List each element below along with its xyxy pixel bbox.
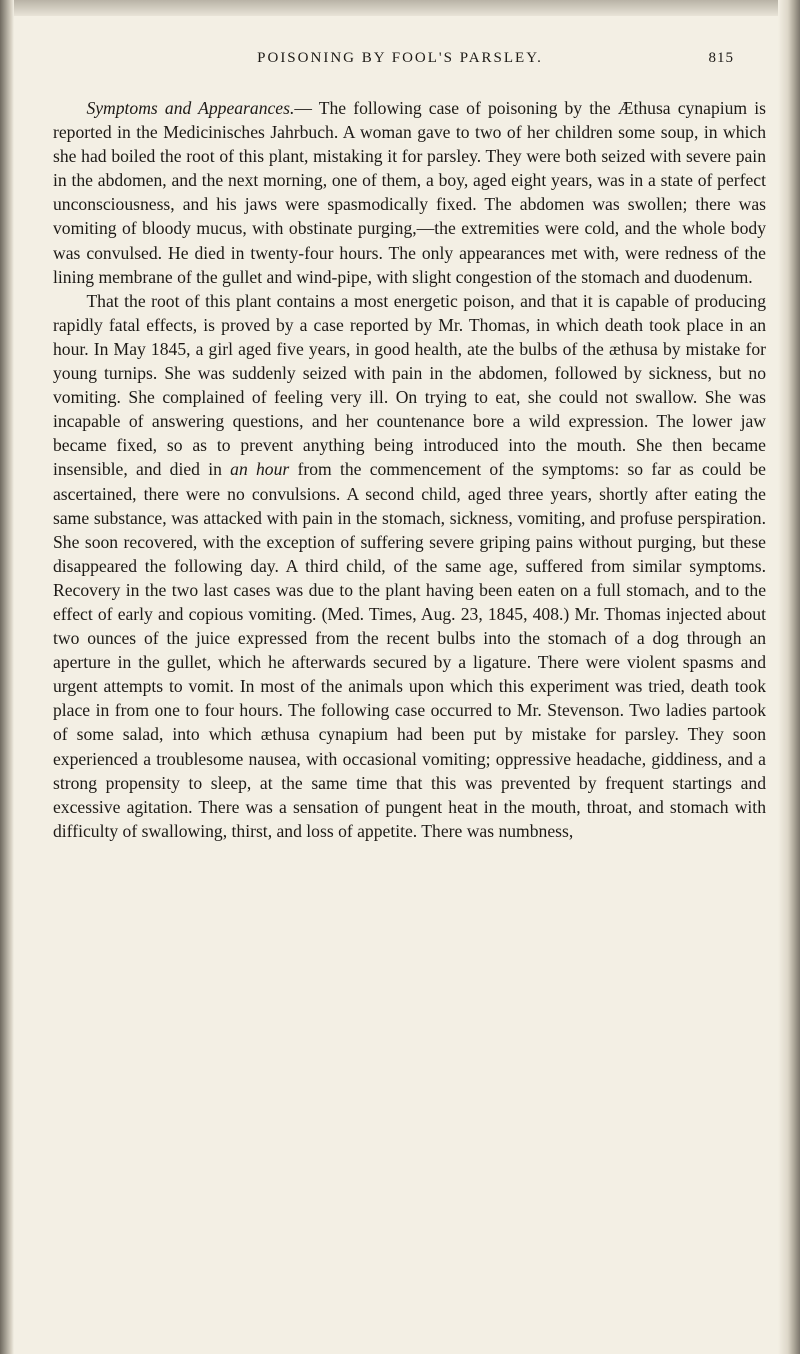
paragraph-text: — The following case of poisoning by the Æthusa cynapium is reported in the Medicinisches Jahrbuch. A woman gave to two of her children some soup, in which she had boiled the root of this plant, mistaking it for parsley. They were both seized with severe pain in the abdomen, and the next morning, one of them, a boy, aged eight years, was in a state of perfect unconsciousness, and his jaws were spasmodically fixed. The abdomen was swollen; there was vomiting of bloody mucus, with obstinate purging,—the extremities were cold, and the whole body was convulsed. He died in twenty-four hours. The only appearances met with, were redness of the lining membrane of the gullet and wind-pipe, with slight congestion of the stomach and duodenum. [53, 98, 766, 287]
running-title: POISONING BY FOOL'S PARSLEY. [257, 50, 543, 66]
section-lead-in: Symptoms and Appearances. [86, 98, 295, 118]
paragraph-text-part-1: That the root of this plant contains a most energetic poison, and that it is capable of producing rapidly fatal effects, is proved by a case reported by Mr. Thomas, in which death took place in an hour. In May 1845, a girl aged five years, in good health, ate the bulbs of the æthusa by mistake for young turnips. She was suddenly seized with pain in the abdomen, followed by sickness, but no vomiting. She complained of feeling very ill. On trying to eat, she could not swallow. She was incapable of answering questions, and her countenance bore a wild expression. The lower jaw became fixed, so as to prevent anything being introduced into the mouth. She then became insensible, and died in [53, 290, 766, 480]
paragraph-text-part-2: from the commencement of the symptoms: so far as could be ascertained, there were no convulsions. A second child, aged three years, shortly after eating the same substance, was attacked with pain in the stomach, sickness, vomiting, and profuse perspiration. She soon recovered, with the exception of suffering severe griping pains without purging, but these disappeared the following day. A third child, of the same age, suffered from similar symptoms. Recovery in the two last cases was due to the plant having been eaten on a full stomach, and to the effect of early and copious vomiting. (Med. Times, Aug. 23, 1845, 408.) Mr. Thomas injected about two ounces of the juice expressed from the recent bulbs into the stomach of a dog through an aperture in the gullet, which he afterwards secured by a ligature. There were violent spasms and urgent attempts to vomit. In most of the animals upon which this experiment was tried, death took place in from one to four hours. The following case occurred to Mr. Stevenson. Two ladies partook of some salad, into which æthusa cynapium had been put by mistake for parsley. They soon experienced a troublesome nausea, with occasional vomiting; oppressive headache, giddiness, and a strong propensity to sleep, at the same time that this was prevented by frequent startings and excessive agitation. There was a sensation of pungent heat in the mouth, throat, and stomach with difficulty of swallowing, thirst, and loss of appetite. There was numbness, [53, 459, 766, 841]
book-gutter-shadow [0, 0, 14, 1354]
page-curl-edge [778, 0, 800, 1354]
page-top-edge [0, 0, 800, 16]
emphasis-text: an hour [230, 459, 290, 480]
page-number: 815 [708, 50, 734, 66]
running-head [0, 50, 800, 78]
paragraph-symptoms [53, 96, 766, 289]
body-text [53, 96, 766, 843]
paragraph-case-report [53, 289, 766, 843]
